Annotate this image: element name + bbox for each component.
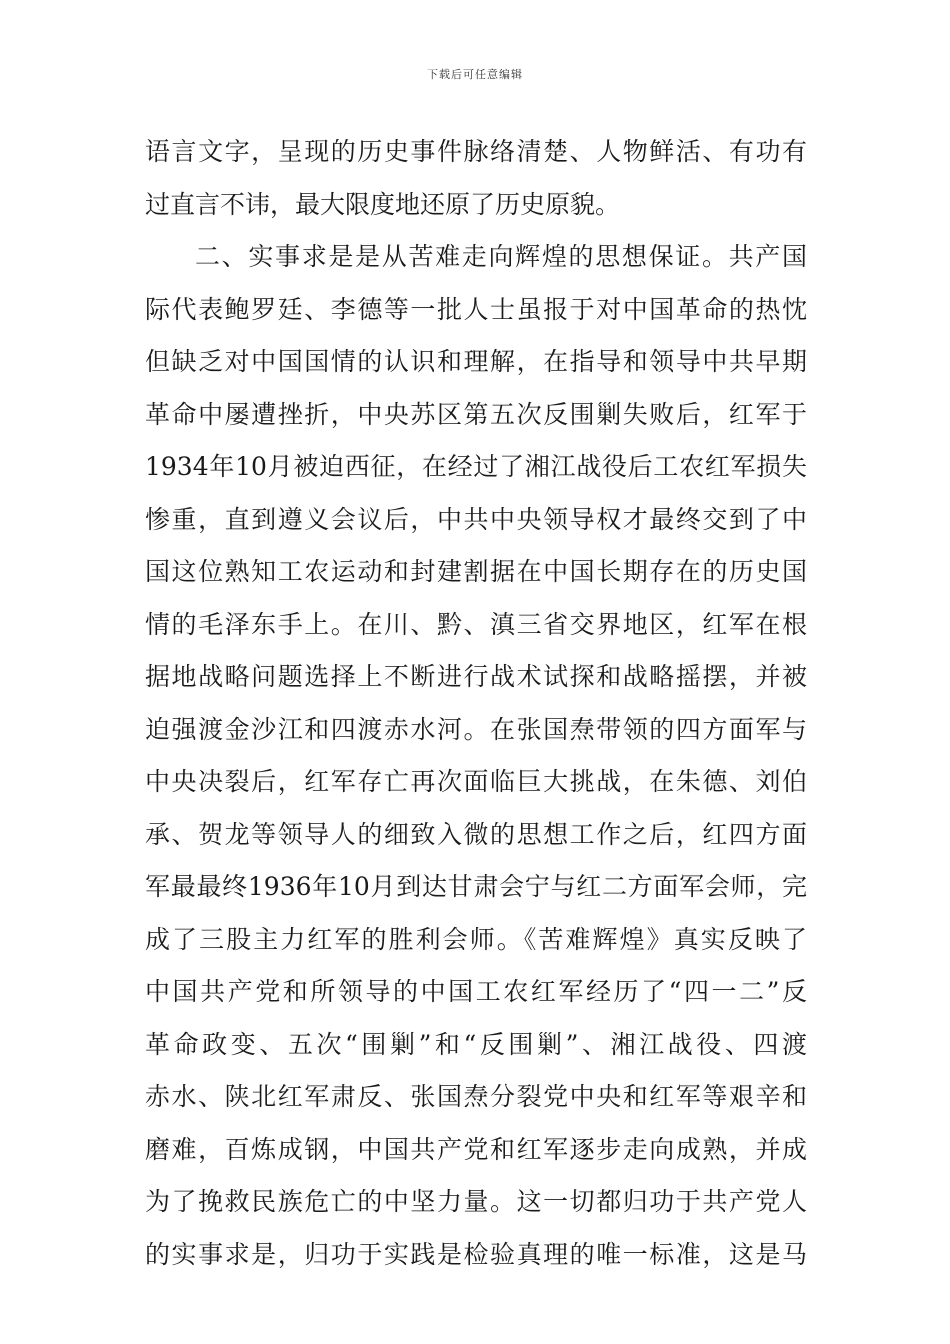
body-line: 承、贺龙等领导人的细致入微的思想工作之后，红四方面 bbox=[145, 819, 807, 849]
document-body bbox=[145, 126, 807, 1281]
body-line: 语言文字，呈现的历史事件脉络清楚、人物鲜活、有功有 bbox=[145, 137, 807, 166]
body-line: 为了挽救民族危亡的中坚力量。这一切都归功于共产党人 bbox=[145, 1187, 807, 1216]
body-line: 磨难，百炼成钢，中国共产党和红军逐步走向成熟，并成 bbox=[145, 1134, 807, 1164]
body-line: 中国共产党和所领导的中国工农红军经历了“四一二”反 bbox=[145, 977, 807, 1006]
body-line: 革命中屡遭挫折，中央苏区第五次反围剿失败后，红军于 bbox=[145, 399, 807, 429]
body-line: 但缺乏对中国国情的认识和理解，在指导和领导中共早期 bbox=[145, 347, 807, 376]
body-line: 1934年10月被迫西征，在经过了湘江战役后工农红军损失 bbox=[145, 452, 807, 481]
body-line: 成了三股主力红军的胜利会师。《苦难辉煌》真实反映了 bbox=[145, 924, 807, 954]
body-line: 中央决裂后，红军存亡再次面临巨大挑战，在朱德、刘伯 bbox=[145, 767, 807, 796]
body-line: 际代表鲍罗廷、李德等一批人士虽报于对中国革命的热忱 bbox=[145, 294, 807, 324]
paragraph-start-line: 二、实事求是是从苦难走向辉煌的思想保证。共产国 bbox=[195, 242, 807, 271]
body-line: 惨重，直到遵义会议后，中共中央领导权才最终交到了中 bbox=[145, 504, 807, 534]
page-header-note: 下载后可任意编辑 bbox=[427, 68, 523, 81]
body-line: 革命政变、五次“围剿”和“反围剿”、湘江战役、四渡 bbox=[145, 1029, 807, 1059]
body-line: 据地战略问题选择上不断进行战术试探和战略摇摆，并被 bbox=[145, 662, 807, 691]
body-line: 情的毛泽东手上。在川、黔、滇三省交界地区，红军在根 bbox=[145, 609, 807, 639]
body-line: 迫强渡金沙江和四渡赤水河。在张国焘带领的四方面军与 bbox=[145, 714, 807, 744]
body-line: 赤水、陕北红军肃反、张国焘分裂党中央和红军等艰辛和 bbox=[145, 1082, 807, 1111]
body-line: 国这位熟知工农运动和封建割据在中国长期存在的历史国 bbox=[145, 557, 807, 586]
body-line: 的实事求是，归功于实践是检验真理的唯一标准，这是马 bbox=[145, 1239, 807, 1269]
body-line: 过直言不讳，最大限度地还原了历史原貌。 bbox=[145, 189, 621, 219]
body-line: 军最最终1936年10月到达甘肃会宁与红二方面军会师，完 bbox=[145, 872, 807, 901]
